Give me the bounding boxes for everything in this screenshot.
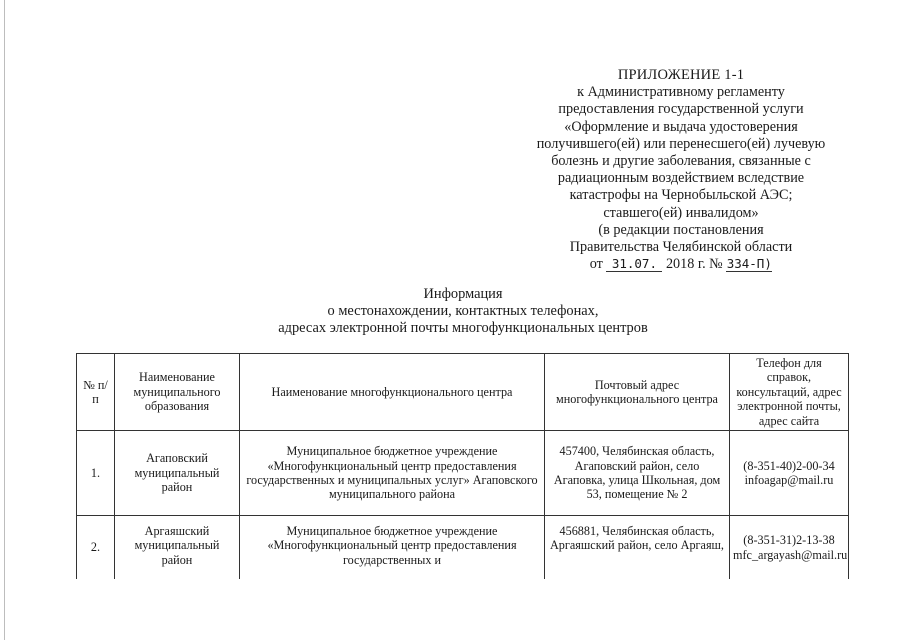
appendix-line: Правительства Челябинской области — [569, 239, 793, 256]
appendix-line: катастрофы на Чернобыльской АЭС; — [569, 187, 793, 204]
row-address: 457400, Челябинская область, Агаповский район, село Агаповка, улица Школьная, дом 53, помещение № 2 — [545, 431, 730, 516]
number-field: 334-П) — [726, 256, 772, 272]
table-row — [77, 431, 849, 516]
row-contacts — [730, 431, 849, 516]
row-email: mfc_argayash@mail.ru — [733, 547, 848, 562]
header-cell-number: № п/п — [77, 354, 115, 431]
table-row — [77, 516, 849, 580]
appendix-line: (в редакции постановления — [598, 221, 764, 238]
header-cell-phone: Телефон для справок, консультаций, адрес электронной почты, адрес сайта — [730, 354, 849, 431]
row-number: 1. — [77, 431, 115, 516]
appendix-line: радиационным воздействием вследствие — [557, 170, 805, 187]
header-cell-address: Почтовый адрес многофункционального центра — [545, 354, 730, 431]
appendix-line: получившего(ей) или перенесшего(ей) лучевую — [536, 135, 826, 152]
heading-line-1: Информация — [423, 286, 503, 302]
row-municipality: Аргаяшский муниципальный район — [115, 516, 240, 580]
appendix-line: ставшего(ей) инвалидом» — [603, 204, 759, 221]
appendix-date-line — [520, 256, 842, 273]
year-text: 2018 г. № — [665, 256, 723, 273]
row-center: Муниципальное бюджетное учреждение «Многофункциональный центр предоставления государственных и — [240, 516, 545, 580]
appendix-line: предоставления государственной услуги — [558, 101, 804, 118]
mfc-info-table — [76, 353, 849, 579]
row-contacts — [730, 516, 849, 580]
date-field: 31.07. — [606, 257, 662, 272]
row-center: Муниципальное бюджетное учреждение «Многофункциональный центр предоставления государственных и муниципальных услуг» Агаповского муниципального района — [240, 431, 545, 516]
row-phone: (8-351-40)2-00-34 — [743, 458, 835, 473]
appendix-title: ПРИЛОЖЕНИЕ 1-1 — [617, 67, 745, 83]
appendix-line: к Административному регламенту — [577, 84, 785, 101]
table-header-row — [77, 354, 849, 431]
row-phone: (8-351-31)2-13-38 — [743, 533, 835, 548]
heading-line-3: адресах электронной почты многофункциональных центров — [278, 320, 648, 337]
appendix-block — [520, 67, 842, 273]
document-heading — [255, 286, 671, 338]
row-municipality: Агаповский муниципальный район — [115, 431, 240, 516]
scan-edge-line — [4, 0, 5, 640]
header-cell-municipality: Наименование муниципального образования — [115, 354, 240, 431]
heading-line-2: о местонахождении, контактных телефонах, — [327, 303, 599, 320]
row-number: 2. — [77, 516, 115, 580]
row-email: infoagap@mail.ru — [744, 473, 834, 488]
date-prefix: от — [589, 256, 603, 273]
appendix-line: болезнь и другие заболевания, связанные с — [551, 153, 811, 170]
appendix-line: «Оформление и выдача удостоверения — [564, 118, 798, 135]
header-cell-center: Наименование многофункционального центра — [240, 354, 545, 431]
row-address: 456881, Челябинская область, Аргаяшский район, село Аргаяш, — [545, 516, 730, 580]
